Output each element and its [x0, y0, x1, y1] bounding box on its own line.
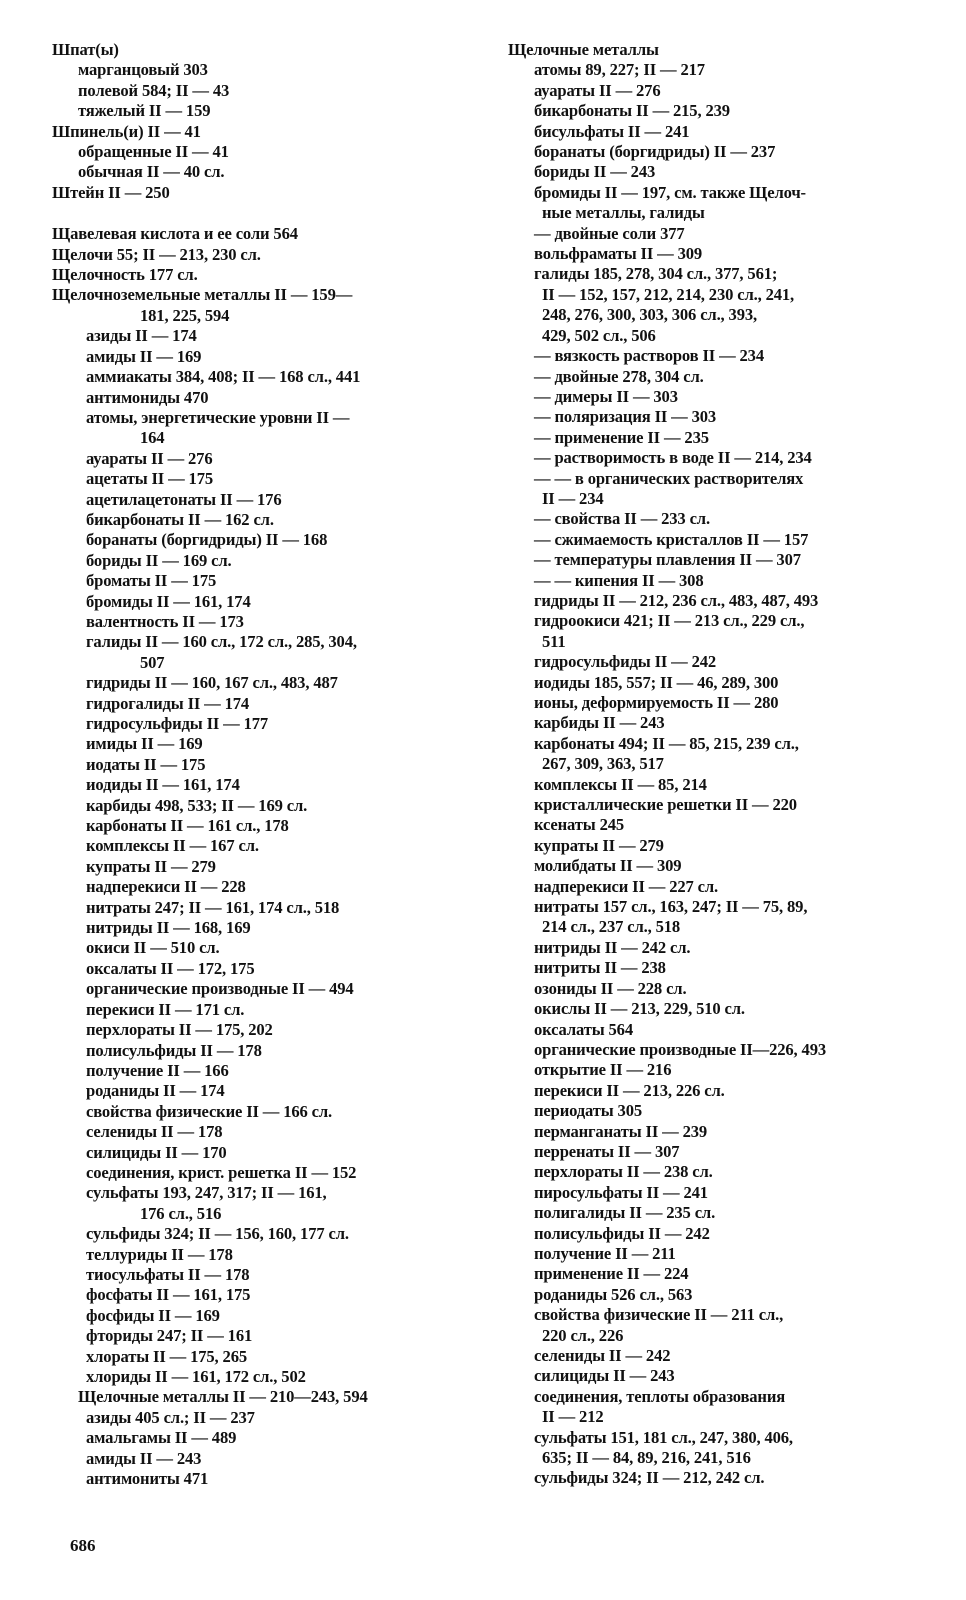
index-entry: 429, 502 сл., 506 [542, 325, 656, 345]
index-entry: полигалиды II — 235 сл. [534, 1203, 716, 1223]
index-entry: — растворимость в воде II — 214, 234 [534, 448, 812, 468]
index-entry: бориды II — 169 сл. [86, 550, 232, 570]
index-entry: перхлораты II — 238 сл. [534, 1162, 713, 1182]
index-entry: ионы, деформируемость II — 280 [534, 693, 779, 712]
index-entry: свойства физические II — 211 сл., [534, 1305, 784, 1325]
index-entry: фосфиды II — 169 [86, 1305, 220, 1325]
index-entry: купраты II — 279 [534, 835, 664, 855]
index-entry: вольфраматы II — 309 [534, 244, 703, 264]
index-entry: обычная II — 40 сл. [78, 162, 225, 182]
index-entry: полисульфиды II — 178 [86, 1040, 262, 1060]
index-entry: бикарбонаты II — 215, 239 [534, 101, 730, 121]
index-entry: бисульфаты II — 241 [534, 121, 690, 141]
index-entry: гидроокиси 421; II — 213 сл., 229 сл., [534, 611, 805, 631]
index-entry: — димеры II — 303 [534, 386, 678, 406]
index-entry: имиды II — 169 [86, 734, 203, 754]
index-entry: бромиды II — 161, 174 [86, 591, 251, 611]
index-entry: Щелочи 55; II — 213, 230 сл. [52, 244, 261, 264]
index-entry: получение II — 166 [86, 1060, 229, 1080]
index-entry: силициды II — 243 [534, 1366, 675, 1386]
index-entry: бикарбонаты II — 162 сл. [86, 509, 274, 529]
index-entry: Щелочные металлы II — 210—243, 594 [78, 1387, 368, 1407]
section-gap [52, 203, 462, 224]
index-entry: амиды II — 169 [86, 346, 202, 366]
index-entry: иодаты II — 175 [86, 754, 206, 774]
index-entry: Шпат(ы) [52, 40, 119, 59]
index-entry: нитраты 157 сл., 163, 247; II — 75, 89, [534, 897, 808, 917]
index-entry: — свойства II — 233 сл. [534, 509, 710, 529]
index-entry: карбонаты II — 161 сл., 178 [86, 816, 289, 836]
index-entry: II — 212 [542, 1407, 604, 1427]
index-entry: антимониты 471 [86, 1469, 209, 1489]
index-entry: — — в органических растворителях [534, 468, 804, 488]
index-entry: Штейн II — 250 [52, 182, 170, 202]
index-entry: — — кипения II — 308 [534, 570, 704, 590]
index-entry: II — 234 [542, 488, 604, 508]
index-entry: гидросульфиды II — 177 [86, 714, 269, 733]
index-entry: перхлораты II — 175, 202 [86, 1020, 273, 1040]
index-entry: нитриды II — 242 сл. [534, 937, 691, 957]
index-entry: 267, 309, 363, 517 [542, 754, 664, 774]
index-entry: молибдаты II — 309 [534, 856, 682, 876]
index-entry: хлориды II — 161, 172 сл., 502 [86, 1367, 306, 1386]
index-entry: 176 сл., 516 [140, 1203, 222, 1223]
index-entry: перекиси II — 171 сл. [86, 999, 245, 1019]
index-entry: селениды II — 242 [534, 1346, 671, 1365]
index-entry: — двойные 278, 304 сл. [534, 366, 704, 386]
index-entry: — температуры плавления II — 307 [534, 550, 801, 570]
index-entry: сульфаты 193, 247, 317; II — 161, [86, 1183, 327, 1203]
index-entry: хлораты II — 175, 265 [86, 1346, 247, 1366]
index-entry: сульфиды 324; II — 212, 242 сл. [534, 1468, 765, 1488]
index-entry: применение II — 224 [534, 1264, 689, 1284]
index-entry: карбиды II — 243 [534, 713, 665, 733]
index-entry: Щавелевая кислота и ее соли 564 [52, 224, 298, 244]
index-entry: сульфиды 324; II — 156, 160, 177 сл. [86, 1224, 349, 1244]
index-entry: II — 152, 157, 212, 214, 230 сл., 241, [542, 284, 795, 304]
index-entry: открытие II — 216 [534, 1060, 672, 1080]
page-number: 686 [70, 1536, 96, 1555]
index-entry: купраты II — 279 [86, 856, 216, 876]
index-entry: гидрогалиды II — 174 [86, 693, 250, 713]
index-entry: селениды II — 178 [86, 1122, 223, 1142]
index-entry: теллуриды II — 178 [86, 1244, 233, 1264]
index-column-right [508, 40, 918, 1489]
index-entry: 164 [140, 428, 165, 448]
index-entry: — применение II — 235 [534, 427, 709, 447]
index-entry: иодиды II — 161, 174 [86, 775, 240, 795]
index-entry: 511 [542, 631, 566, 651]
index-entry: сульфаты 151, 181 сл., 247, 380, 406, [534, 1427, 793, 1447]
index-entry: озониды II — 228 сл. [534, 978, 687, 998]
index-entry: 181, 225, 594 [140, 305, 230, 325]
index-entry: окислы II — 213, 229, 510 сл. [534, 999, 745, 1019]
index-entry: полевой 584; II — 43 [78, 80, 230, 100]
index-entry: боранаты (боргидриды) II — 237 [534, 142, 776, 162]
index-entry: атомы 89, 227; II — 217 [534, 60, 705, 80]
index-entry: Щелочноземельные металлы II — 159— [52, 285, 353, 305]
index-entry: ауараты II — 276 [86, 448, 213, 468]
index-entry: — сжимаемость кристаллов II — 157 [534, 529, 809, 549]
index-entry: ксенаты 245 [534, 815, 625, 835]
index-entry: гидросульфиды II — 242 [534, 652, 717, 672]
index-entry: аммиакаты 384, 408; II — 168 сл., 441 [86, 367, 361, 387]
index-entry: антимониды 470 [86, 387, 209, 407]
index-entry: пиросульфаты II — 241 [534, 1182, 708, 1202]
index-entry: соединения, теплоты образования [534, 1386, 786, 1406]
index-entry: галиды 185, 278, 304 сл., 377, 561; [534, 264, 778, 284]
index-entry: роданиды II — 174 [86, 1081, 225, 1101]
index-entry: амиды II — 243 [86, 1448, 202, 1468]
index-entry: обращенные II — 41 [78, 142, 229, 162]
index-entry: роданиды 526 сл., 563 [534, 1284, 693, 1304]
index-entry: галиды II — 160 сл., 172 сл., 285, 304, [86, 632, 357, 652]
index-entry: органические производные II — 494 [86, 979, 354, 999]
index-entry: тиосульфаты II — 178 [86, 1264, 250, 1284]
index-entry: броматы II — 175 [86, 571, 217, 591]
index-entry: Шпинель(и) II — 41 [52, 121, 201, 141]
index-entry: надперекиси II — 228 [86, 877, 246, 897]
index-entry: карбиды 498, 533; II — 169 сл. [86, 795, 308, 815]
index-entry: — двойные соли 377 [534, 223, 685, 243]
index-column-left [52, 40, 462, 1489]
index-entry: 220 сл., 226 [542, 1325, 624, 1345]
index-entry: азиды 405 сл.; II — 237 [86, 1407, 255, 1427]
index-entry: Щелочность 177 сл. [52, 265, 198, 285]
index-entry: комплексы II — 167 сл. [86, 836, 259, 856]
index-entry: амальгамы II — 489 [86, 1428, 237, 1448]
index-entry: 248, 276, 300, 303, 306 сл., 393, [542, 305, 757, 325]
index-entry: оксалаты II — 172, 175 [86, 958, 255, 978]
index-entry: бориды II — 243 [534, 162, 656, 182]
index-entry: комплексы II — 85, 214 [534, 774, 707, 794]
index-entry: — поляризация II — 303 [534, 407, 717, 427]
index-entry: Щелочные металлы [508, 40, 659, 59]
index-entry: атомы, энергетические уровни II — [86, 407, 350, 427]
index-entry: гидриды II — 212, 236 сл., 483, 487, 493 [534, 590, 819, 610]
index-entry: ауараты II — 276 [534, 80, 661, 100]
index-entry: фториды 247; II — 161 [86, 1326, 253, 1346]
index-entry: иодиды 185, 557; II — 46, 289, 300 [534, 672, 779, 692]
index-entry: кристаллические решетки II — 220 [534, 795, 797, 815]
index-entry: 635; II — 84, 89, 216, 241, 516 [542, 1448, 751, 1468]
index-entry: перманганаты II — 239 [534, 1121, 708, 1141]
index-entry: нитриты II — 238 [534, 958, 666, 978]
index-entry: получение II — 211 [534, 1243, 676, 1263]
index-entry: ные металлы, галиды [542, 203, 705, 223]
index-entry: — вязкость растворов II — 234 [534, 346, 764, 366]
index-entry: свойства физические II — 166 сл. [86, 1101, 333, 1121]
index-entry: боранаты (боргидриды) II — 168 [86, 530, 328, 550]
index-entry: силициды II — 170 [86, 1142, 227, 1162]
index-entry: соединения, крист. решетка II — 152 [86, 1162, 357, 1182]
index-entry: 507 [140, 652, 165, 672]
index-entry: оксалаты 564 [534, 1019, 633, 1039]
index-entry: бромиды II — 197, см. также Щелоч- [534, 182, 806, 202]
index-entry: ацетилацетонаты II — 176 [86, 489, 282, 509]
index-entry: перекиси II — 213, 226 сл. [534, 1080, 725, 1100]
index-entry: нитриды II — 168, 169 [86, 918, 251, 938]
index-entry: азиды II — 174 [86, 326, 197, 346]
index-entry: периодаты 305 [534, 1101, 642, 1121]
index-entry: нитраты 247; II — 161, 174 сл., 518 [86, 897, 340, 917]
index-entry: ацетаты II — 175 [86, 469, 213, 489]
index-entry: органические производные II—226, 493 [534, 1039, 826, 1059]
index-entry: фосфаты II — 161, 175 [86, 1285, 251, 1305]
index-entry: перренаты II — 307 [534, 1141, 680, 1161]
index-entry: тяжелый II — 159 [78, 101, 211, 121]
index-entry: полисульфиды II — 242 [534, 1223, 710, 1243]
index-entry: валентность II — 173 [86, 611, 244, 631]
index-entry: марганцовый 303 [78, 60, 208, 80]
index-entry: гидриды II — 160, 167 сл., 483, 487 [86, 673, 338, 693]
index-entry: 214 сл., 237 сл., 518 [542, 917, 681, 937]
index-entry: окиси II — 510 сл. [86, 938, 220, 958]
index-entry: карбонаты 494; II — 85, 215, 239 сл., [534, 733, 799, 753]
index-entry: надперекиси II — 227 сл. [534, 876, 719, 896]
